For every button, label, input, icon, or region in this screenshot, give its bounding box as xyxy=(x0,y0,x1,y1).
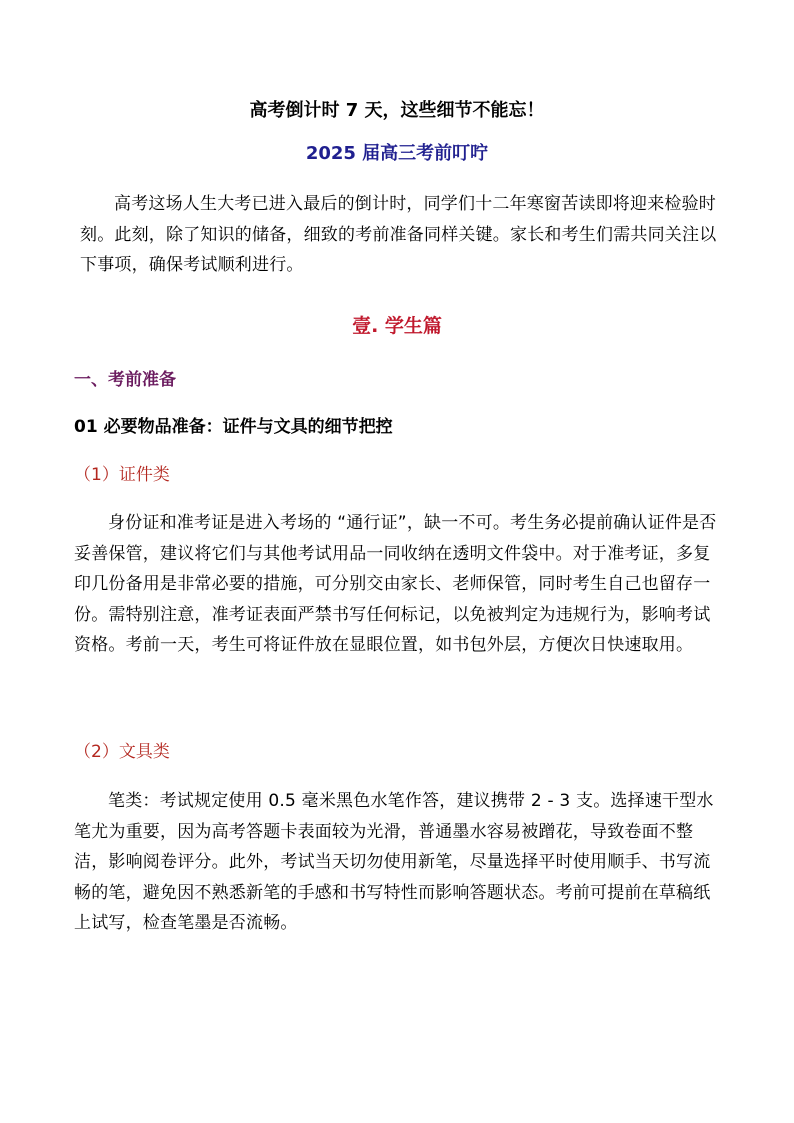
item-heading-supplies: 01 必要物品准备：证件与文具的细节把控 xyxy=(74,417,393,437)
stationery-paragraph: 笔类：考试规定使用 0.5 毫米黑色水笔作答，建议携带 2 - 3 支。选择速干型水笔尤为重要，因为高考答题卡表面较为光滑，普通墨水容易被蹭花，导致卷面不整洁，影响阅卷评分。此外，考试当天切勿使用新笔，尽量选择平时使用顺手、书写流畅的笔，避免因不熟悉新笔的手感和书写特性而影响答题状态。考前可提前在草稿纸上试写，检查笔墨是否流畅。 xyxy=(74,791,714,933)
documents-paragraph: 身份证和准考证是进入考场的 “通行证”，缺一不可。考生务必提前确认证件是否妥善保管，建议将它们与其他考试用品一同收纳在透明文件袋中。对于准考证，多复印几份备用是非常必要的措施，可分别交由家长、老师保管，同时考生自己也留存一份。需特别注意，准考证表面严禁书写任何标记，以免被判定为违规行为，影响考试资格。考前一天，考生可将证件放在显眼位置，如书包外层，方便次日快速取用。 xyxy=(74,513,717,655)
intro-paragraph: 高考这场人生大考已进入最后的倒计时，同学们十二年寒窗苦读即将迎来检验时刻。此刻，除了知识的储备，细致的考前准备同样关键。家长和考生们需共同关注以下事项，确保考试顺利进行。 xyxy=(80,194,717,275)
section-heading-students: 壹. 学生篇 xyxy=(352,315,442,337)
part-heading-preparation: 一、考前准备 xyxy=(74,370,176,390)
document-title: 高考倒计时 7 天，这些细节不能忘！ xyxy=(249,100,545,121)
sub-heading-stationery: （2）文具类 xyxy=(74,742,170,762)
document-subtitle: 2025 届高三考前叮咛 xyxy=(305,143,489,164)
sub-heading-documents: （1）证件类 xyxy=(74,465,170,485)
